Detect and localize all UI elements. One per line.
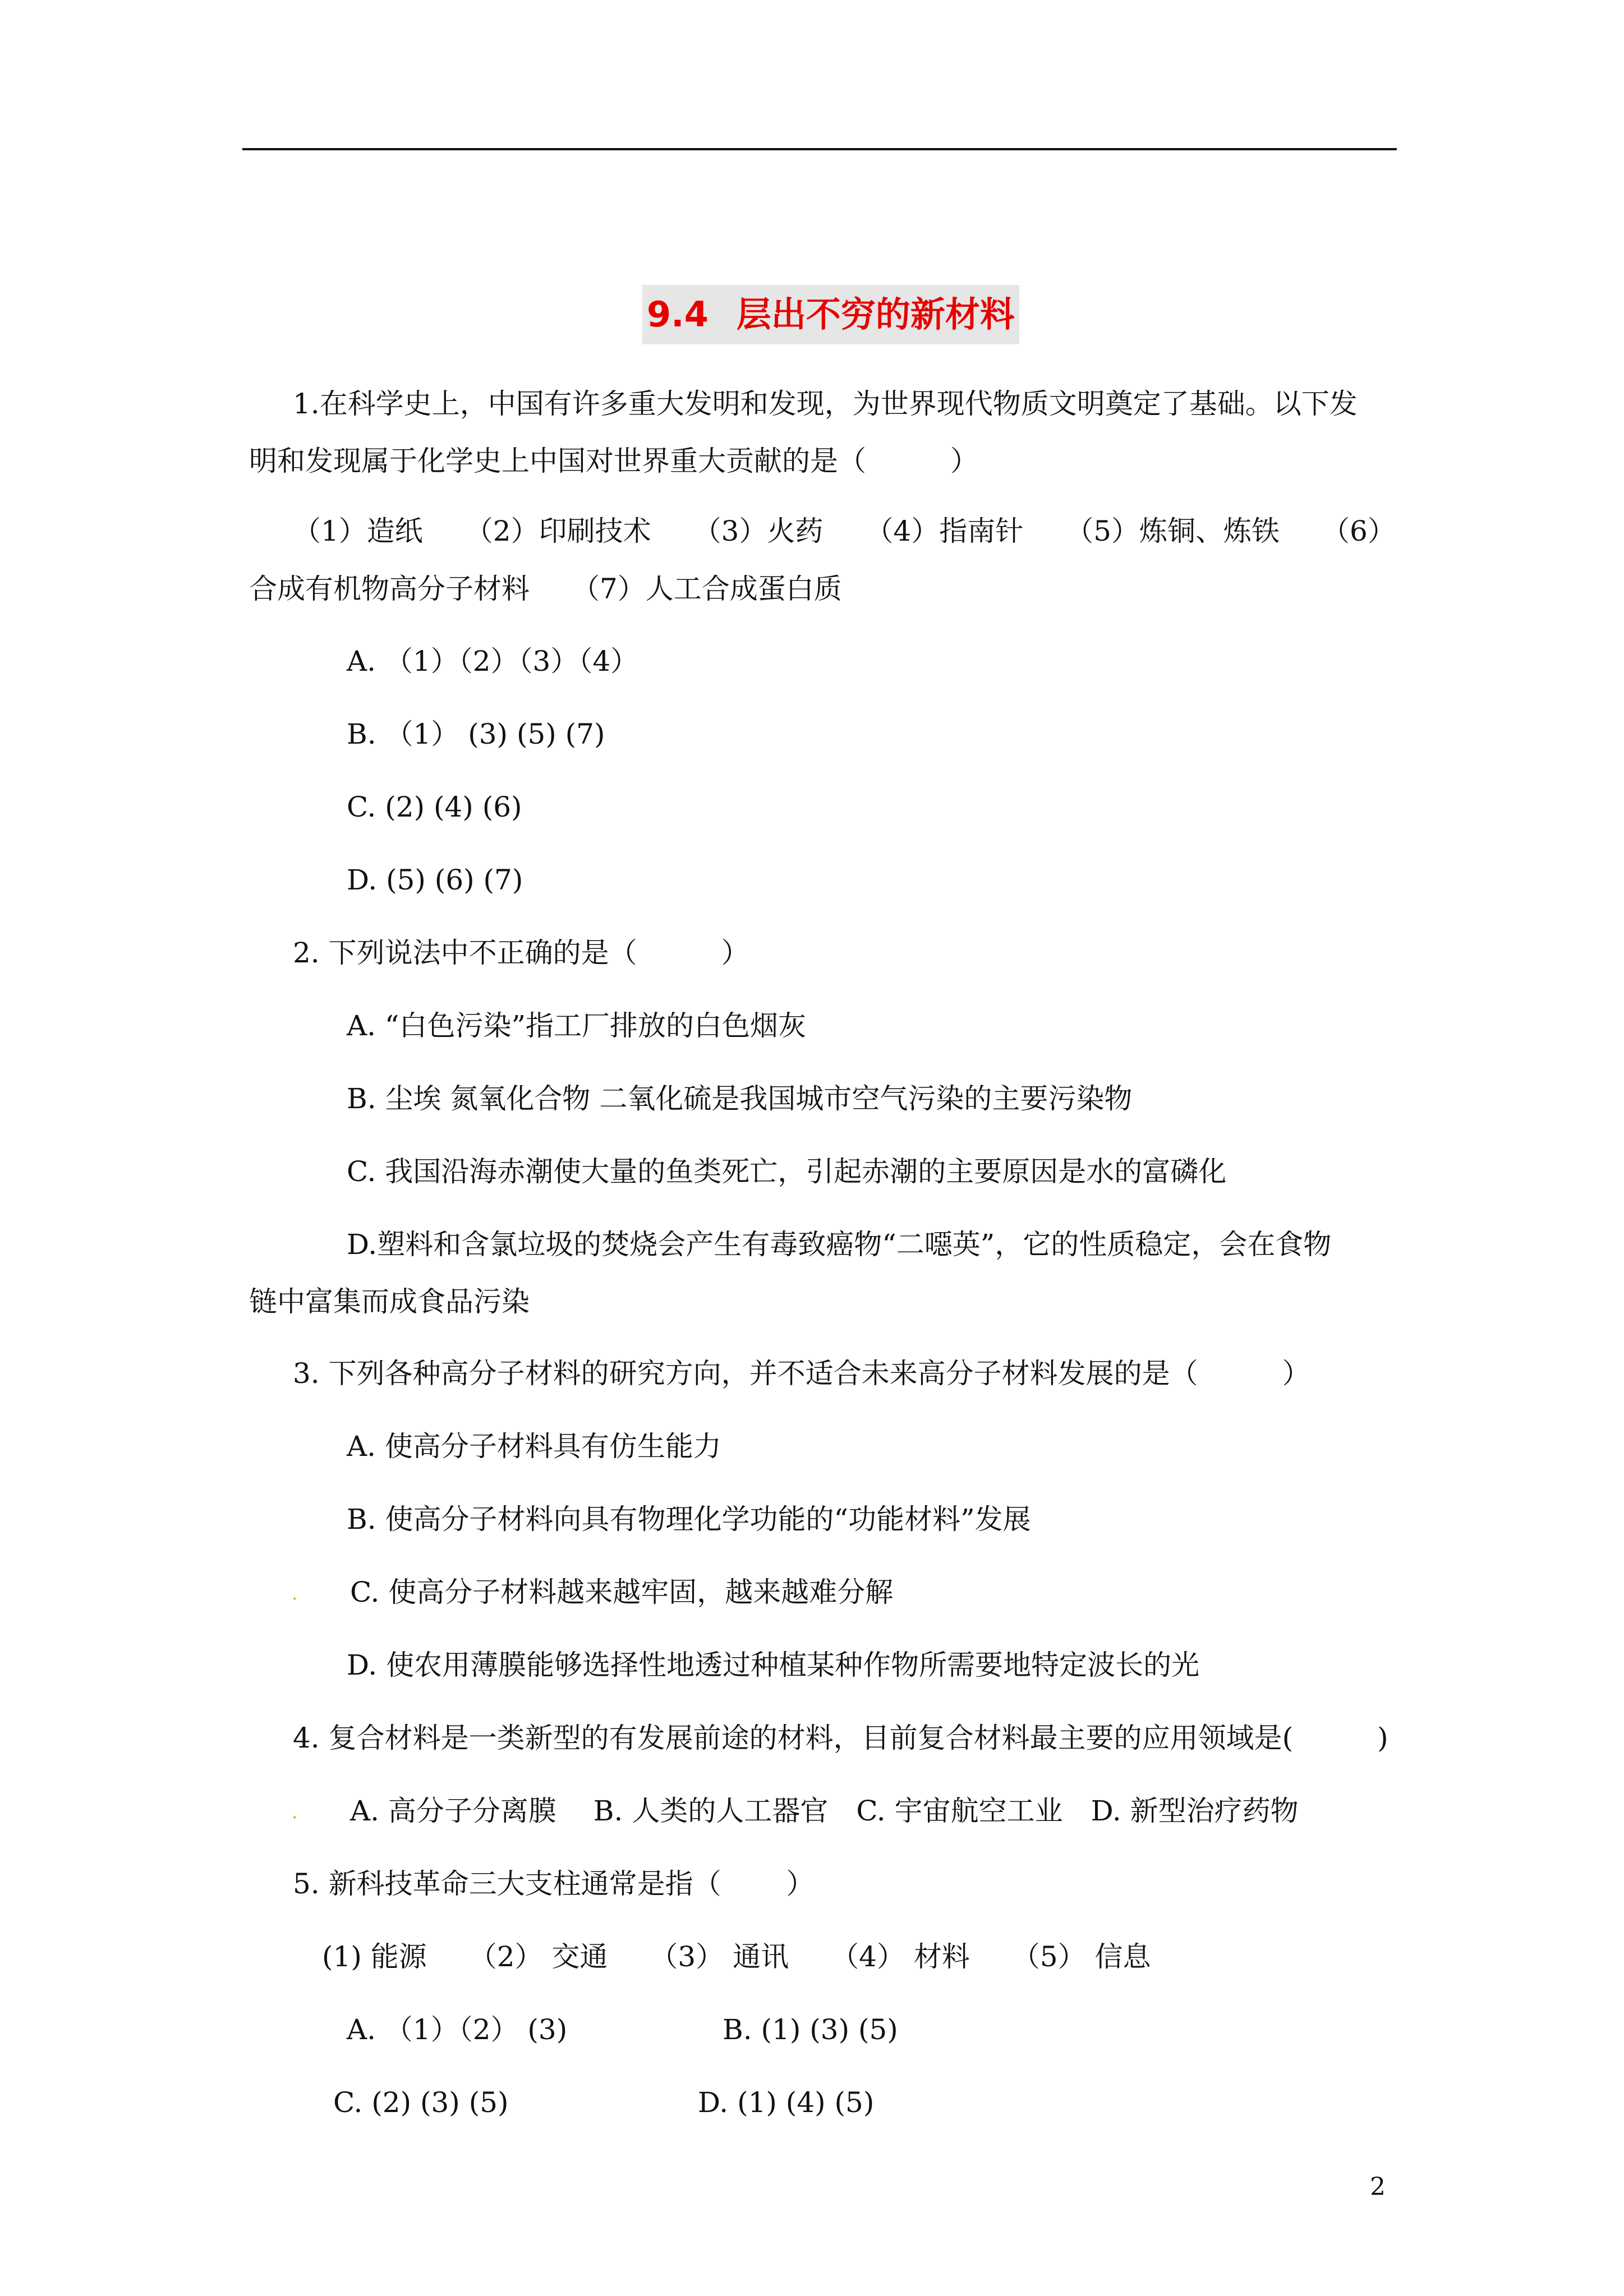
q3-stem: 3. 下列各种高分子材料的研究方向，并不适合未来高分子材料发展的是（ ） bbox=[293, 1357, 1310, 1390]
q5-option-d: D. (1) (4) (5) bbox=[698, 2086, 875, 2119]
q5-option-c: C. (2) (3) (5) bbox=[333, 2086, 509, 2119]
q5-items: (1) 能源 （2） 交通 （3） 通讯 （4） 材料 （5） 信息 bbox=[322, 1940, 1151, 1973]
q1-option-c: C. (2) (4) (6) bbox=[347, 791, 522, 823]
q5-stem: 5. 新科技革命三大支柱通常是指（ ） bbox=[293, 1868, 815, 1900]
q1-option-d: D. (5) (6) (7) bbox=[347, 864, 523, 896]
stray-dot-mark: . bbox=[292, 1801, 298, 1823]
q4-options: A. 高分子分离膜 B. 人类的人工器官 C. 宇宙航空工业 D. 新型治疗药物 bbox=[350, 1795, 1299, 1827]
q4-stem: 4. 复合材料是一类新型的有发展前途的材料，目前复合材料最主要的应用领域是( ) bbox=[293, 1722, 1388, 1754]
q3-option-d: D. 使农用薄膜能够选择性地透过种植某种作物所需要地特定波长的光 bbox=[347, 1649, 1200, 1681]
q2-option-d-line2: 链中富集而成食品污染 bbox=[249, 1285, 530, 1318]
title-highlight bbox=[642, 285, 1019, 344]
section-title: 层出不穷的新材料 bbox=[736, 294, 1015, 335]
q2-option-a: A. “白色污染”指工厂排放的白色烟灰 bbox=[347, 1009, 807, 1042]
q3-option-c: C. 使高分子材料越来越牢固，越来越难分解 bbox=[350, 1576, 894, 1608]
page-title bbox=[647, 285, 1015, 344]
header-rule bbox=[242, 148, 1397, 150]
q1-option-a: A. （1）（2）（3）（4） bbox=[347, 645, 639, 677]
section-number: 9.4 bbox=[647, 294, 709, 335]
q1-stem-line1: 1.在科学史上，中国有许多重大发明和发现，为世界现代物质文明奠定了基础。以下发 bbox=[293, 388, 1358, 420]
page-number: 2 bbox=[1370, 2173, 1386, 2201]
q5-option-a: A. （1）（2） (3) bbox=[347, 2013, 568, 2046]
q3-option-a: A. 使高分子材料具有仿生能力 bbox=[347, 1430, 721, 1463]
q2-option-c: C. 我国沿海赤潮使大量的鱼类死亡，引起赤潮的主要原因是水的富磷化 bbox=[347, 1155, 1227, 1188]
q1-option-b: B. （1） (3) (5) (7) bbox=[347, 718, 605, 750]
q1-items-line2: 合成有机物高分子材料 （7）人工合成蛋白质 bbox=[249, 573, 842, 605]
q1-items-line1: （1）造纸 （2）印刷技术 （3）火药 （4）指南针 （5）炼铜、炼铁 （6） bbox=[293, 515, 1396, 547]
q2-option-b: B. 尘埃 氮氧化合物 二氧化硫是我国城市空气污染的主要污染物 bbox=[347, 1082, 1133, 1115]
q2-stem: 2. 下列说法中不正确的是（ ） bbox=[293, 937, 749, 969]
q2-option-d-line1: D.塑料和含氯垃圾的焚烧会产生有毒致癌物“二噁英”，它的性质稳定，会在食物 bbox=[347, 1228, 1332, 1261]
q1-stem-line2: 明和发现属于化学史上中国对世界重大贡献的是（ ） bbox=[249, 445, 978, 477]
q3-option-b: B. 使高分子材料向具有物理化学功能的“功能材料”发展 bbox=[347, 1503, 1031, 1536]
stray-dot-mark: . bbox=[292, 1583, 298, 1604]
q5-option-b: B. (1) (3) (5) bbox=[723, 2013, 898, 2046]
